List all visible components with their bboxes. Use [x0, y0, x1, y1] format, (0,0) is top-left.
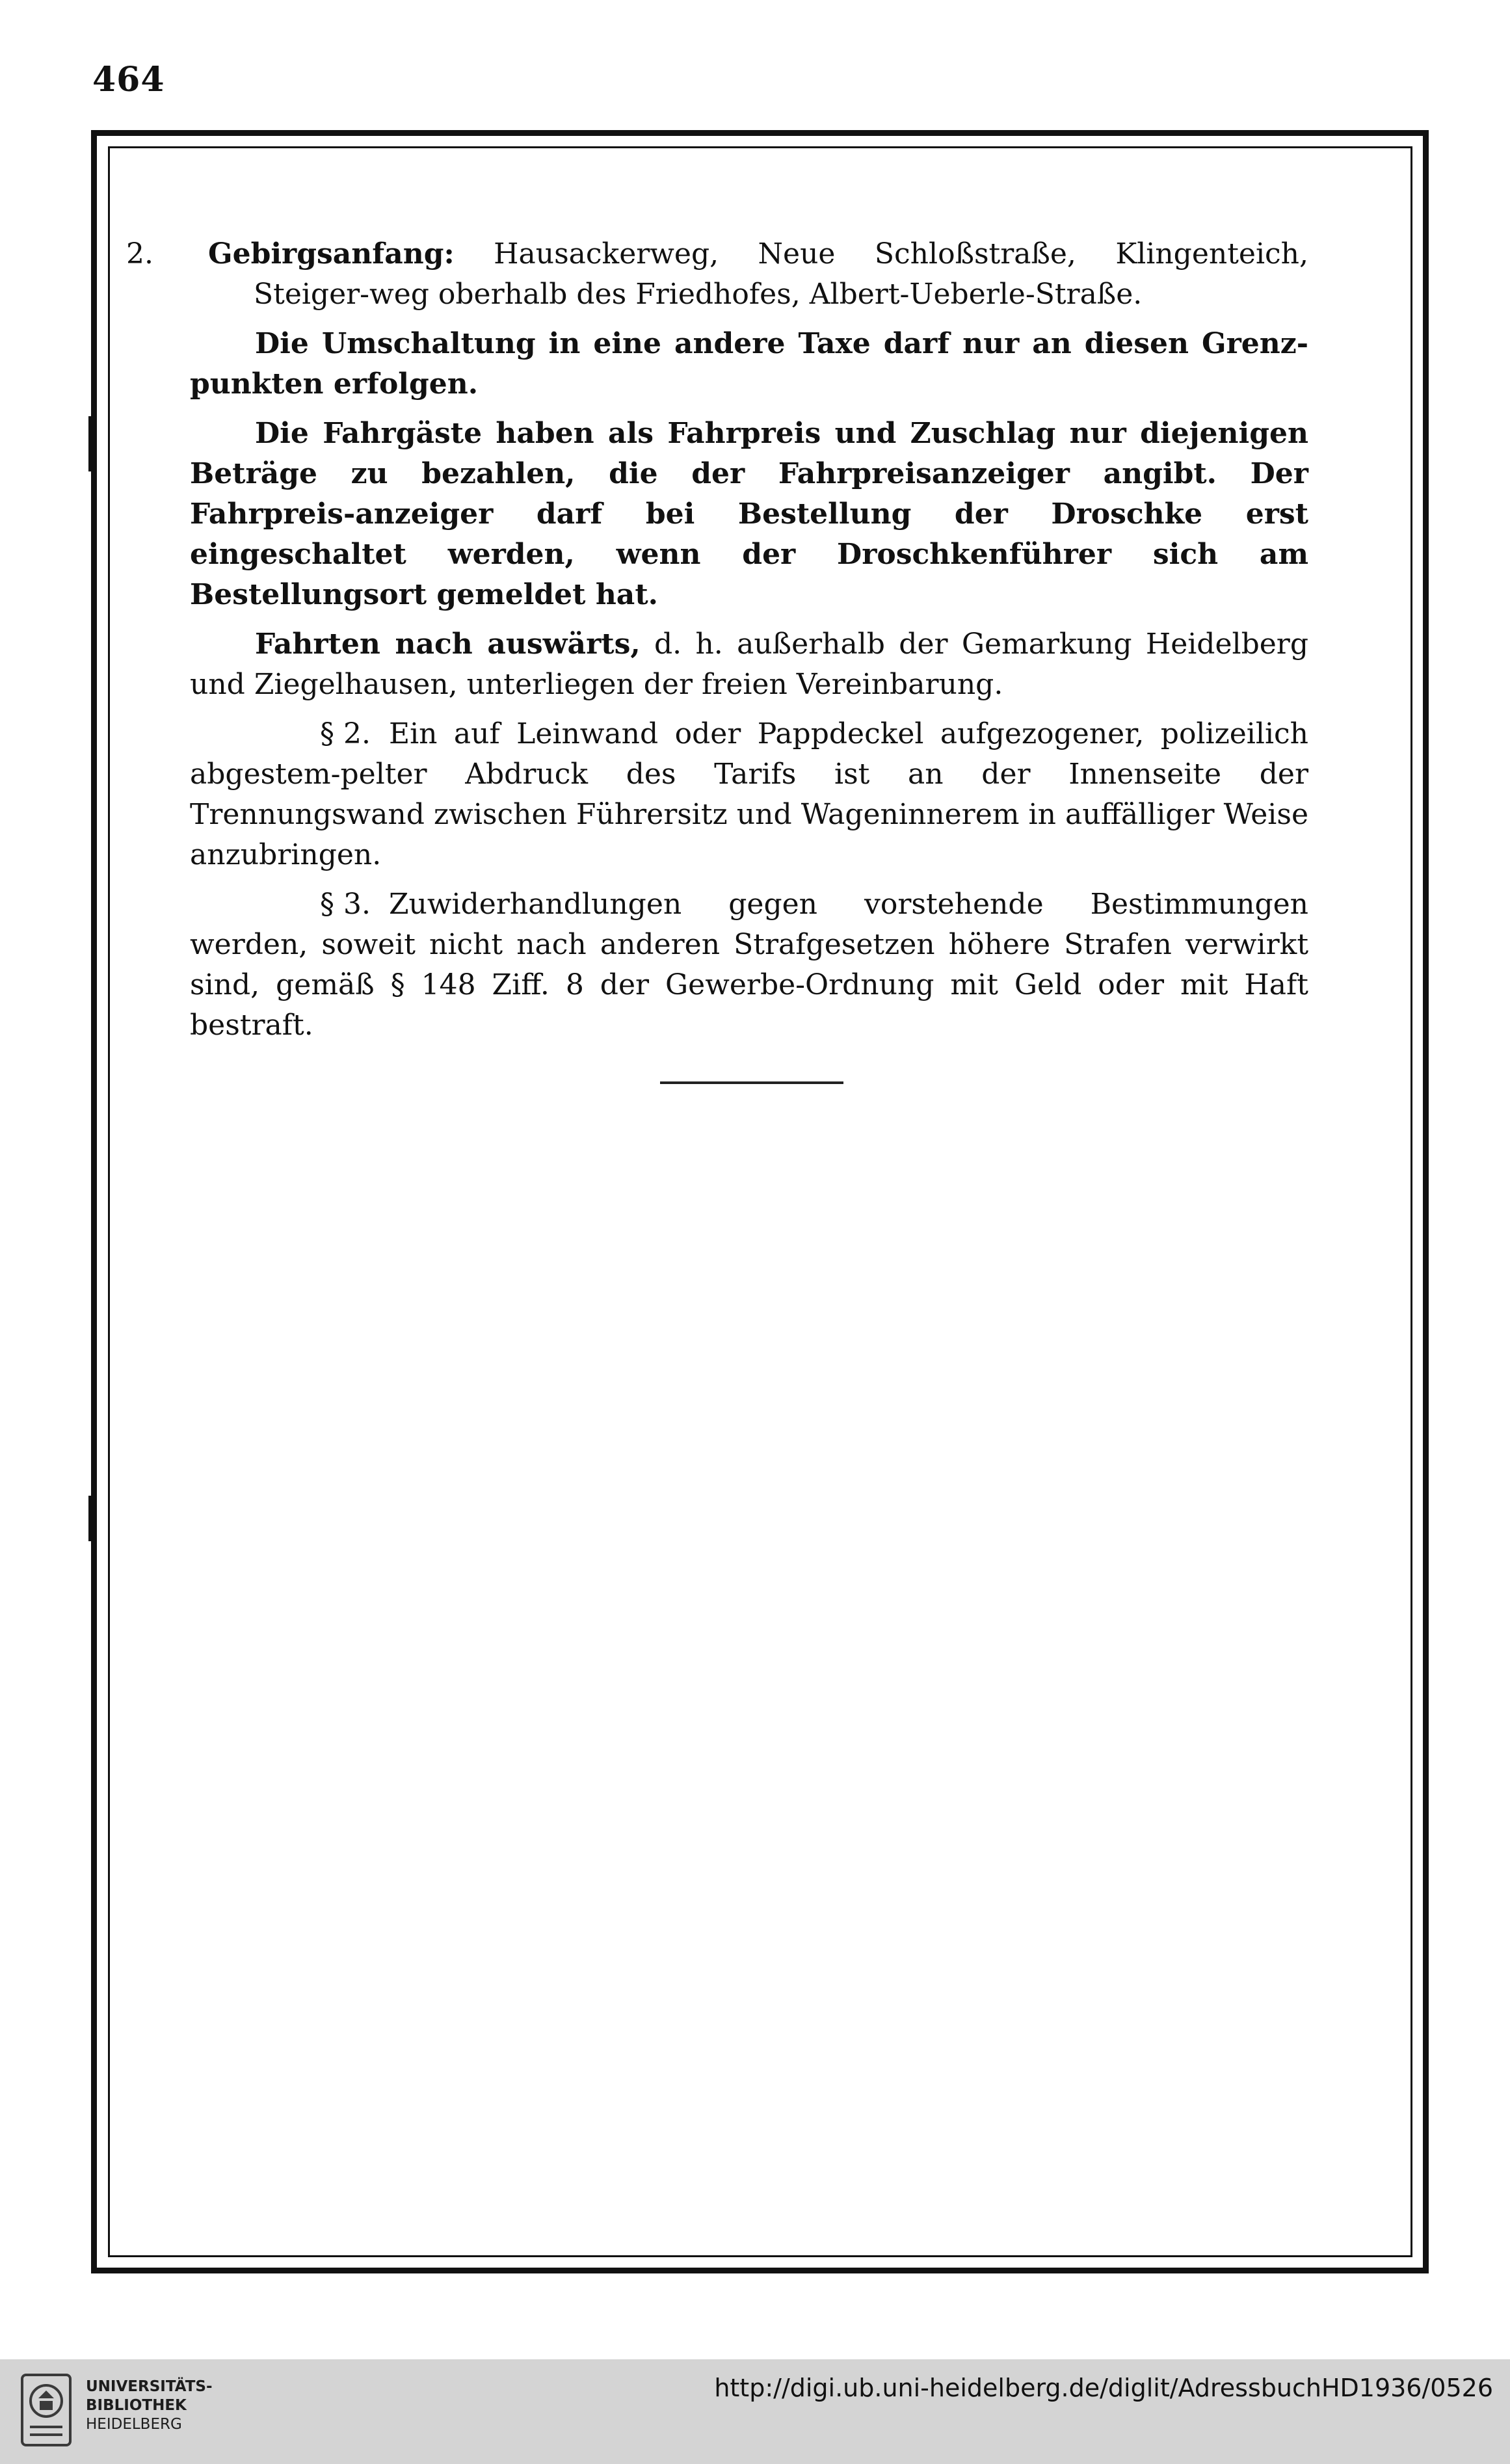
section-2: [190, 714, 1308, 875]
item-label: Gebirgsanfang:: [208, 237, 455, 271]
page-number: 464: [92, 60, 165, 99]
section-divider: [660, 1081, 843, 1084]
item-text: Hausackerweg, Neue Schloßstraße, Klingenteich, Steiger-weg oberhalb des Friedhofes, Albert-Ueberle-Straße.: [254, 237, 1308, 311]
library-line-1: UNIVERSITÄTS-: [86, 2378, 213, 2395]
binding-mark: [88, 1496, 94, 1541]
paragraph-auswaerts-text: d. h. außerhalb der Gemarkung Heidelberg und Ziegelhausen, unterliegen der freien Vereinbarung.: [190, 628, 1308, 701]
library-line-2: BIBLIOTHEK: [86, 2397, 187, 2414]
library-line-3: HEIDELBERG: [86, 2416, 182, 2433]
section-3-text: Zuwiderhandlungen gegen vorstehende Bestimmungen werden, soweit nicht nach anderen Strafgesetzen höhere Strafen verwirkt sind, gemäß § 148 Ziff. 8 der Gewerbe-Ordnung mit Geld oder mit Haft bestraft.: [190, 888, 1308, 1042]
section-3: [190, 884, 1308, 1046]
paragraph-auswaerts: [190, 624, 1308, 705]
paragraph-auswaerts-heading: Fahrten nach auswärts,: [255, 628, 641, 661]
section-2-mark: § 2.: [320, 717, 371, 750]
binding-mark: [88, 416, 94, 471]
section-2-text: Ein auf Leinwand oder Pappdeckel aufgezogener, polizeilich abgestem-pelter Abdruck des Tarifs ist an der Innenseite der Trennungswand zwischen Führersitz und Wageninnerem in auffälliger Weise anzubringen.: [190, 717, 1308, 871]
paragraph-umschaltung: Die Umschaltung in eine andere Taxe darf nur an diesen Grenz-punkten erfolgen.: [190, 327, 1308, 401]
library-name: [86, 2378, 213, 2434]
item-gebirgsanfang: 2. Gebirgsanfang: Hausackerweg, Neue Schloßstraße, Klingenteich, Steiger-weg oberhalb des Friedhofes, Albert-Ueberle-Straße.: [126, 237, 1308, 311]
university-seal-icon: [17, 2372, 75, 2448]
section-3-mark: § 3.: [320, 888, 371, 921]
document-body: [126, 234, 1308, 1055]
source-url-link[interactable]: http://digi.ub.uni-heidelberg.de/diglit/AdressbuchHD1936/0526: [714, 2374, 1493, 2402]
paragraph-fahrpreis: Die Fahrgäste haben als Fahrpreis und Zuschlag nur diejenigen Beträge zu bezahlen, die der Fahrpreisanzeiger angibt. Der Fahrpreis-anzeiger darf bei Bestellung der Droschke erst eingeschaltet werden, wenn der Droschkenführer sich am Bestellungsort gemeldet hat.: [190, 417, 1308, 611]
